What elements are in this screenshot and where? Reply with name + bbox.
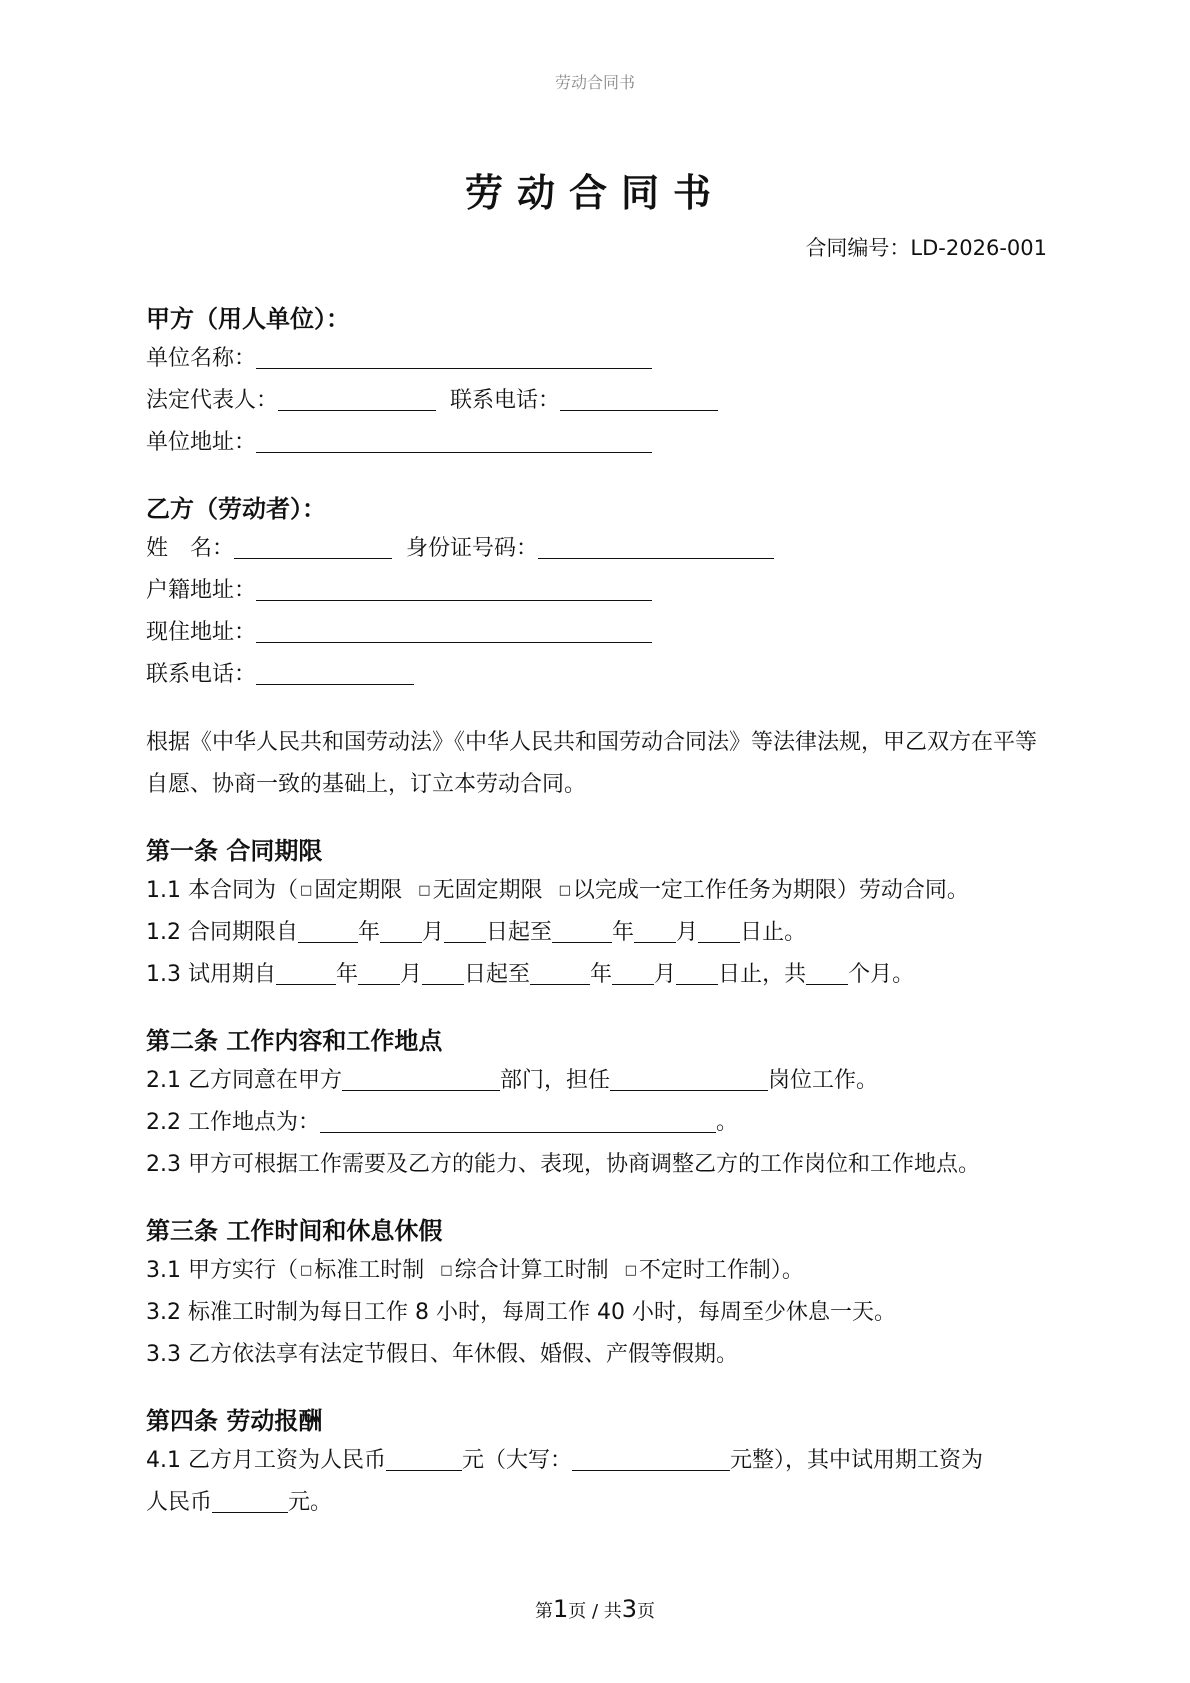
total-page-number: 3 [621,1595,638,1623]
start-month-field[interactable] [380,916,422,943]
article-2-heading: 第二条 工作内容和工作地点 [146,1027,443,1055]
party-b-phone-field[interactable] [256,658,414,685]
clause-4-1-end: 元。 [288,1490,333,1515]
intro-paragraph: 根据《中华人民共和国劳动法》《中华人民共和国劳动合同法》等法律法规，甲乙双方在平等自愿、协商一致的基础上，订立本劳动合同。 [146,730,1038,797]
party-b-residence-label: 现住地址： [146,620,257,645]
checkbox-icon[interactable]: □ [440,1263,453,1278]
month-label: 月 [676,920,699,945]
year-label: 年 [590,962,613,987]
party-a-name-row [146,338,1046,380]
clause-2-1 [146,1060,1046,1102]
party-a-phone-field[interactable] [560,384,718,411]
probation-end-month-field[interactable] [612,958,654,985]
party-a-rep-row [146,380,1046,422]
clause-2-1-mid: 部门，担任 [499,1068,610,1093]
month-label: 月 [400,962,423,987]
clause-1-3 [146,954,1046,996]
party-b-name-field[interactable] [234,532,392,559]
end-year-field[interactable] [552,916,612,943]
clause-2-3: 2.3 甲方可根据工作需要及乙方的能力、表现，协商调整乙方的工作岗位和工作地点。 [146,1152,980,1177]
clause-3-2: 3.2 标准工时制为每日工作 8 小时，每周工作 40 小时，每周至少休息一天。 [146,1300,896,1325]
document-title: 劳动合同书 [464,171,725,215]
probation-end-day-field[interactable] [676,958,718,985]
clause-4-1-cont-text: 人民币 [146,1490,213,1515]
day-from-label: 日起至 [486,920,553,945]
option-task-term: 以完成一定工作任务为期限 [572,878,837,903]
clause-2-2-end: 。 [715,1110,738,1135]
month-label: 月 [654,962,677,987]
day-end-label: 日止，共 [718,962,807,987]
probation-start-year-field[interactable] [276,958,336,985]
day-from-label: 日起至 [464,962,531,987]
party-a-heading: 甲方（用人单位）： [146,305,350,333]
clause-1-2 [146,912,1046,954]
clause-1-1-end: ）劳动合同。 [836,878,969,903]
monthly-salary-field[interactable] [386,1444,462,1471]
party-b-name-row [146,528,1046,570]
page-footer [0,1595,1190,1623]
probation-start-day-field[interactable] [422,958,464,985]
clause-2-2-text: 2.2 工作地点为： [146,1110,320,1135]
party-a-phone-label: 联系电话： [450,388,561,413]
checkbox-icon[interactable]: □ [418,883,431,898]
party-b-phone-row [146,654,1046,696]
party-a-rep-field[interactable] [278,384,436,411]
year-label: 年 [335,962,358,987]
salary-in-words-field[interactable] [572,1444,730,1471]
clause-1-2-text: 1.2 合同期限自 [146,920,298,945]
party-a-name-field[interactable] [256,342,652,369]
party-a-name-label: 单位名称： [146,346,257,371]
start-day-field[interactable] [444,916,486,943]
page-total-label: 页 / 共 [568,1601,622,1622]
option-fixed-term: 固定期限 [314,878,403,903]
party-b-heading: 乙方（劳动者）： [146,495,326,523]
party-b-name-label: 姓 名： [146,536,235,561]
checkbox-icon[interactable]: □ [558,883,571,898]
contract-body [146,300,1046,1524]
article-4-heading: 第四条 劳动报酬 [146,1407,323,1435]
contract-number: 合同编号：LD-2026-001 [805,236,1047,260]
option-flexible-hours: 不定时工作制 [638,1258,771,1283]
probation-months-field[interactable] [806,958,848,985]
year-label: 年 [357,920,380,945]
clause-3-1-text: 3.1 甲方实行（ [146,1258,298,1283]
option-open-term: 无固定期限 [432,878,543,903]
current-page-number: 1 [552,1595,569,1623]
work-location-field[interactable] [320,1106,716,1133]
clause-4-1-mid2: 元整），其中试用期工资为 [730,1448,984,1473]
clause-4-1 [146,1440,1046,1482]
probation-salary-field[interactable] [212,1486,288,1513]
party-b-household-label: 户籍地址： [146,578,257,603]
department-field[interactable] [342,1064,500,1091]
clause-4-1-text: 4.1 乙方月工资为人民币 [146,1448,386,1473]
party-a-rep-label: 法定代表人： [146,388,279,413]
clause-1-3-text: 1.3 试用期自 [146,962,276,987]
article-3-heading: 第三条 工作时间和休息休假 [146,1217,443,1245]
party-b-household-field[interactable] [256,574,652,601]
probation-end-year-field[interactable] [530,958,590,985]
clause-2-1-end: 岗位工作。 [768,1068,879,1093]
party-b-household-row [146,570,1046,612]
position-field[interactable] [610,1064,768,1091]
clause-3-1-end: ）。 [770,1258,804,1283]
end-month-field[interactable] [634,916,676,943]
option-standard-hours: 标准工时制 [314,1258,425,1283]
party-a-address-label: 单位地址： [146,430,257,455]
party-b-residence-row [146,612,1046,654]
party-a-address-field[interactable] [256,426,652,453]
clause-2-2 [146,1102,1046,1144]
probation-start-month-field[interactable] [358,958,400,985]
start-year-field[interactable] [298,916,358,943]
checkbox-icon[interactable]: □ [299,1263,313,1278]
months-label: 个月。 [848,962,915,987]
clause-3-1 [146,1250,1046,1292]
year-label: 年 [612,920,635,945]
option-comprehensive-hours: 综合计算工时制 [454,1258,609,1283]
party-a-address-row [146,422,1046,464]
party-b-id-field[interactable] [538,532,774,559]
clause-4-1-mid: 元（大写： [461,1448,572,1473]
party-b-residence-field[interactable] [256,616,652,643]
clause-1-1 [146,870,1046,912]
clause-1-1-text: 1.1 本合同为（ [146,878,298,903]
clause-2-1-text: 2.1 乙方同意在甲方 [146,1068,342,1093]
checkbox-icon[interactable]: □ [299,883,313,898]
article-1-heading: 第一条 合同期限 [146,837,323,865]
page-label: 第 [534,1601,553,1622]
page-suffix: 页 [637,1601,656,1622]
running-header: 劳动合同书 [554,73,635,92]
month-label: 月 [422,920,445,945]
party-b-id-label: 身份证号码： [406,536,539,561]
clause-4-1-cont [146,1482,1046,1524]
clause-3-3: 3.3 乙方依法享有法定节假日、年休假、婚假、产假等假期。 [146,1342,738,1367]
day-end-label: 日止。 [740,920,807,945]
end-day-field[interactable] [698,916,740,943]
party-b-phone-label: 联系电话： [146,662,257,687]
checkbox-icon[interactable]: □ [624,1263,637,1278]
